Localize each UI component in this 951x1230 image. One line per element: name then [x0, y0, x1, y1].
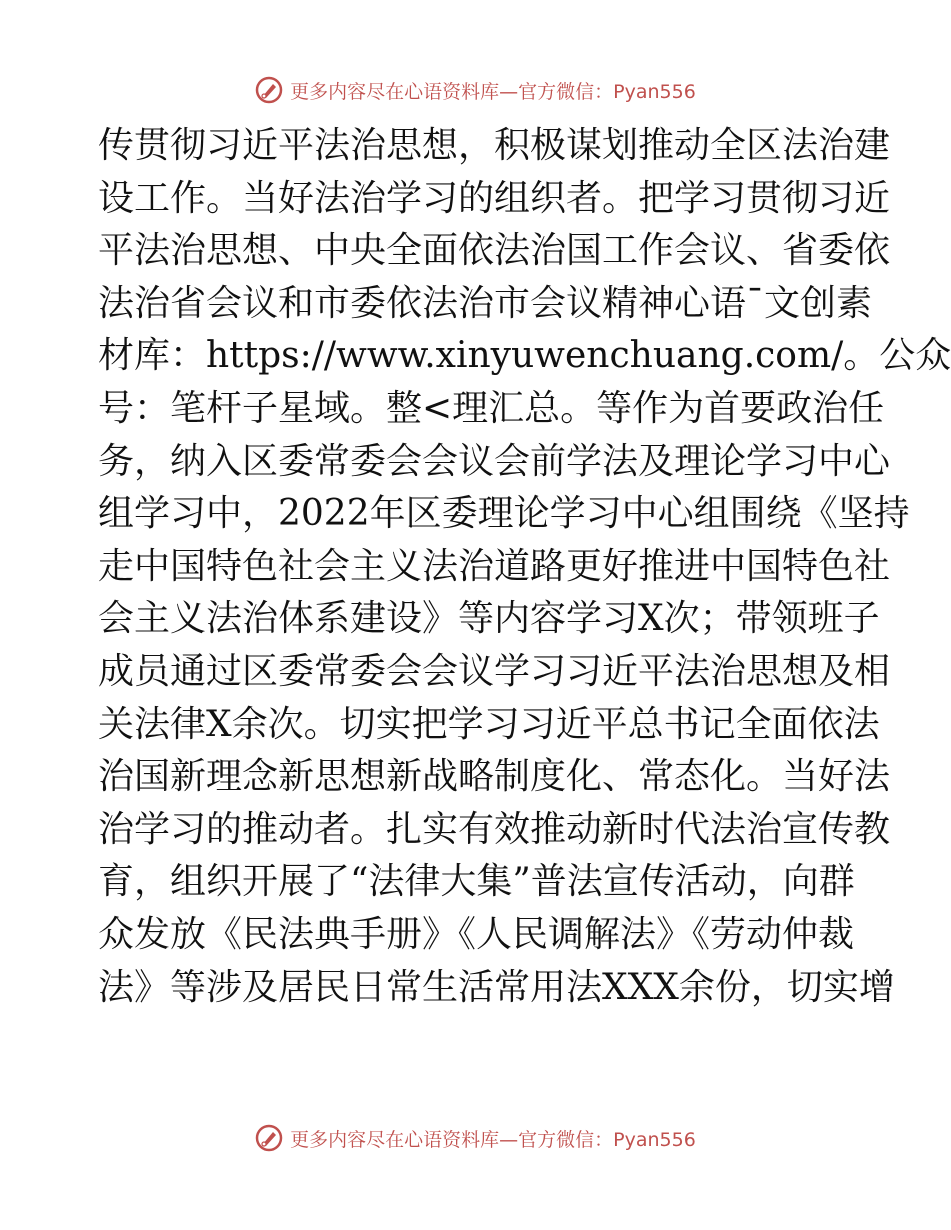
- text-line: 平法治思想、中央全面依法治国工作会议、省委依: [98, 230, 891, 272]
- text-line: 设工作。当好法治学习的组织者。把学习贯彻习近: [98, 177, 891, 219]
- text-line: 治国新理念新思想新战略制度化、常态化。当好法: [98, 756, 891, 798]
- text-line: 走中国特色社会主义法治道路更好推进中国特色社: [98, 545, 891, 587]
- text-line: 务，纳入区委常委会会议会前学法及理论学习中心: [98, 440, 891, 482]
- pen-nib-logo-icon: [254, 75, 284, 105]
- text-line: 会主义法治体系建设》等内容学习X次；带领班子: [98, 598, 880, 640]
- footer-banner-text: 更多内容尽在心语资料库—官方微信：Pyan556: [290, 1128, 696, 1151]
- header-banner: [0, 70, 950, 110]
- text-line: 组学习中，2022年区委理论学习中心组围绕《坚持: [98, 493, 910, 535]
- text-line: 成员通过区委常委会会议学习习近平法治思想及相: [98, 650, 891, 692]
- text-line: 众发放《民法典手册》《人民调解法》《劳动仲裁: [98, 913, 855, 955]
- footer-banner: [0, 1118, 950, 1158]
- text-line: 法》等涉及居民日常生活常用法XXX余份，切实增: [98, 966, 895, 1008]
- text-line: 育，组织开展了“法律大集”普法宣传活动，向群: [98, 861, 855, 903]
- header-banner-text: 更多内容尽在心语资料库—官方微信：Pyan556: [290, 80, 696, 103]
- text-line: 材库：https://www.xinyuwenchuang.com/。公众: [98, 335, 951, 377]
- pen-nib-logo-icon: [254, 1123, 284, 1153]
- text-line: 号：笔杆子星域。整<理汇总。等作为首要政治任: [98, 387, 885, 429]
- text-line: 关法律X余次。切实把学习习近平总书记全面依法: [98, 703, 880, 745]
- text-line: 法治省会议和市委依法治市会议精神心语¯文创素: [98, 282, 873, 324]
- text-line: 治学习的推动者。扎实有效推动新时代法治宣传教: [98, 808, 891, 850]
- text-line: 传贯彻习近平法治思想，积极谋划推动全区法治建: [98, 125, 891, 166]
- body-text: [98, 120, 951, 1014]
